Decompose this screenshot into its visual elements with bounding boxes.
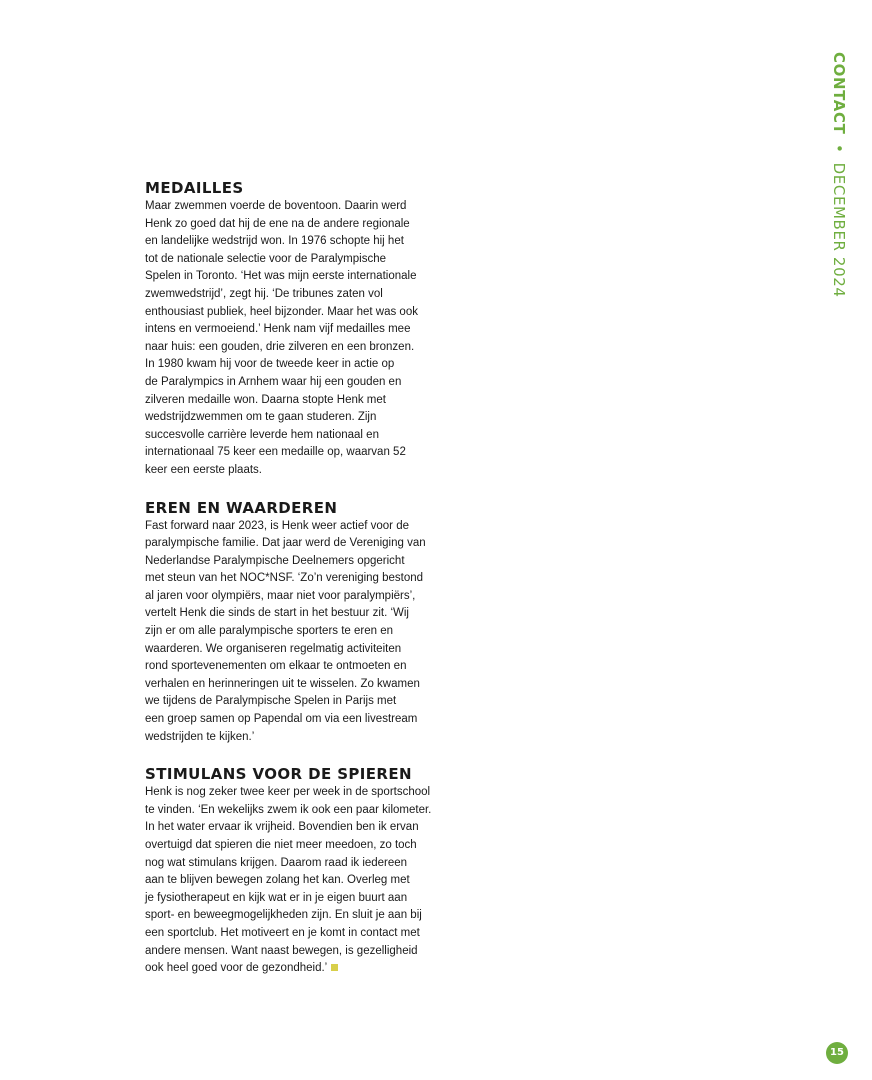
text-line: Henk zo goed dat hij de ene na de andere regionale <box>145 217 410 230</box>
text-line: internationaal 75 keer een medaille op, waarvan 52 <box>145 446 406 459</box>
text-line: te vinden. ‘En wekelijks zwem ik ook een paar kilometer. <box>145 803 432 816</box>
text-line: verhalen en herinneringen uit te wisselen. Zo kwamen <box>145 677 420 690</box>
text-line: In 1980 kwam hij voor de tweede keer in actie op <box>145 358 395 371</box>
text-line <box>145 960 445 978</box>
text-line: Henk is nog zeker twee keer per week in de sportschool <box>145 786 431 799</box>
text-line: zilveren medaille won. Daarna stopte Henk met <box>145 393 386 406</box>
text-line: tot de nationale selectie voor de Paralympische <box>145 252 387 265</box>
magazine-issue-label <box>830 52 848 298</box>
text-line: vertelt Henk die sinds de start in het bestuur zit. ‘Wij <box>145 607 409 620</box>
text-line: rond sportevenementen om elkaar te ontmoeten en <box>145 660 407 673</box>
text-line: je fysiotherapeut en kijk wat er in je eigen buurt aan <box>145 891 408 904</box>
magazine-name: CONTACT <box>830 52 848 135</box>
section-heading: EREN EN WAARDEREN <box>145 498 338 517</box>
label-separator: • <box>830 143 848 154</box>
article-body <box>145 178 445 996</box>
text-line: enthousiast publiek, heel bijzonder. Maar het was ook <box>145 305 418 318</box>
text-line: aan te blijven bewegen zolang het kan. Overleg met <box>145 874 410 887</box>
section-heading: STIMULANS VOOR DE SPIEREN <box>145 765 412 784</box>
text-line: de Paralympics in Arnhem waar hij een gouden en <box>145 375 402 388</box>
text-line: zijn er om alle paralympische sporters te eren en <box>145 625 394 638</box>
section-medailles <box>145 178 445 480</box>
text-line-content: ook heel goed voor de gezondheid.’ <box>145 962 328 975</box>
text-line: intens en vermoeiend.’ Henk nam vijf medailles mee <box>145 323 411 336</box>
text-line: keer een eerste plaats. <box>145 463 262 476</box>
section-paragraph <box>145 198 445 480</box>
section-heading: MEDAILLES <box>145 179 244 197</box>
issue-date: DECEMBER 2024 <box>830 162 848 298</box>
article-end-mark <box>331 964 338 971</box>
text-line: wedstrijden te kijken.’ <box>145 730 255 743</box>
text-line: Fast forward naar 2023, is Henk weer actief voor de <box>145 519 409 532</box>
text-line: Nederlandse Paralympische Deelnemers opgericht <box>145 554 405 567</box>
text-line: paralympische familie. Dat jaar werd de Vereniging van <box>145 537 426 550</box>
text-line: zwemwedstrijd’, zegt hij. ‘De tribunes zaten vol <box>145 287 383 300</box>
text-line: een sportclub. Het motiveert en je komt in contact met <box>145 926 420 939</box>
section-stimulans-voor-de-spieren <box>145 764 445 978</box>
text-line: we tijdens de Paralympische Spelen in Parijs met <box>145 695 397 708</box>
text-line: met steun van het NOC*NSF. ‘Zo’n vereniging bestond <box>145 572 424 585</box>
text-line: Spelen in Toronto. ‘Het was mijn eerste internationale <box>145 270 417 283</box>
text-line: succesvolle carrière leverde hem nationaal en <box>145 428 379 441</box>
text-line: al jaren voor olympiërs, maar niet voor paralympiërs’, <box>145 589 416 602</box>
text-line: andere mensen. Want naast bewegen, is gezelligheid <box>145 944 418 957</box>
text-line: waarderen. We organiseren regelmatig activiteiten <box>145 642 402 655</box>
section-paragraph <box>145 784 445 978</box>
text-line: een groep samen op Papendal om via een livestream <box>145 713 418 726</box>
section-paragraph <box>145 518 445 747</box>
text-line: Maar zwemmen voerde de boventoon. Daarin werd <box>145 200 407 212</box>
text-line: naar huis: een gouden, drie zilveren en een bronzen. <box>145 340 415 353</box>
text-line: en landelijke wedstrijd won. In 1976 schopte hij het <box>145 235 404 248</box>
text-line: nog wat stimulans krijgen. Daarom raad ik iedereen <box>145 856 408 869</box>
text-line: sport- en beweegmogelijkheden zijn. En sluit je aan bij <box>145 909 422 922</box>
section-eren-en-waarderen <box>145 498 445 747</box>
text-line: wedstrijdzwemmen om te gaan studeren. Zijn <box>145 411 377 424</box>
text-line: In het water ervaar ik vrijheid. Bovendien ben ik ervan <box>145 821 419 834</box>
page-number: 15 <box>826 1042 848 1064</box>
text-line: overtuigd dat spieren die niet meer meedoen, zo toch <box>145 839 417 851</box>
